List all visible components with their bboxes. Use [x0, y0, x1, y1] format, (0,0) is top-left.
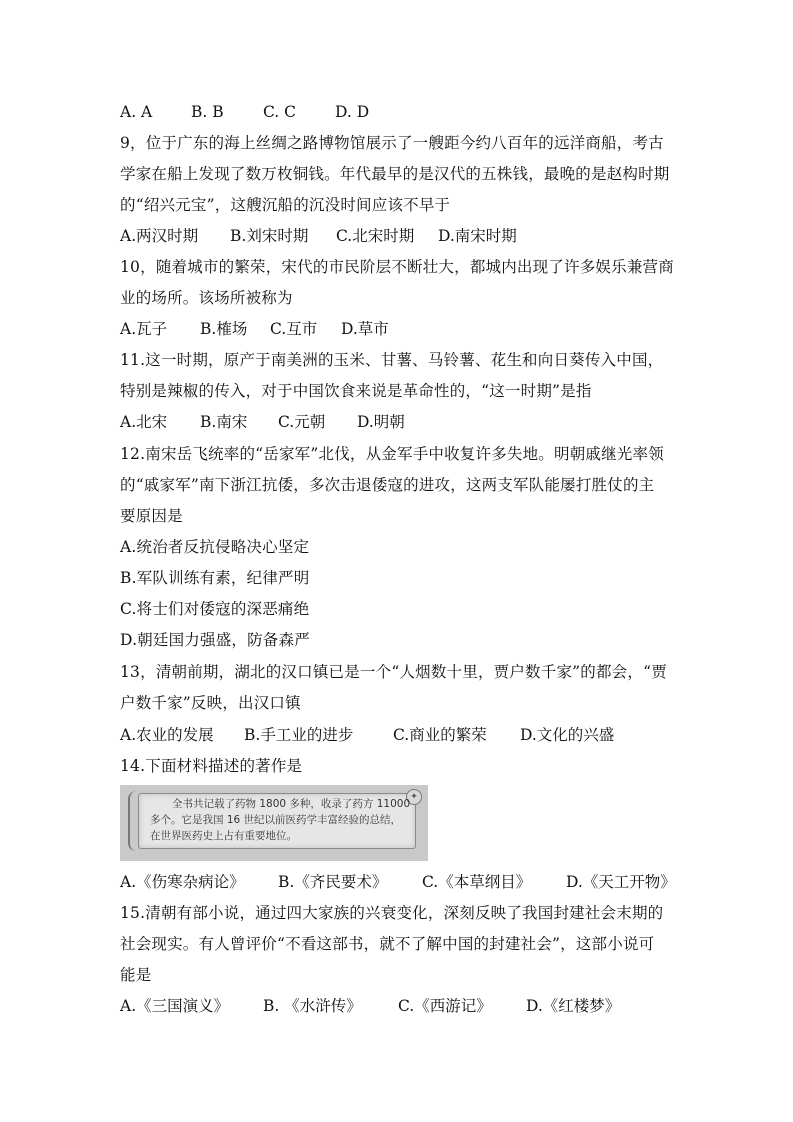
- q15-option-d[interactable]: D.《红楼梦》: [526, 997, 621, 1015]
- q14-option-b[interactable]: B.《齐民要术》: [278, 873, 388, 891]
- q15-stem-line-1: 15.清朝有部小说，通过四大家族的兴衰变化，深刻反映了我国封建社会末期的: [120, 904, 664, 922]
- q13-stem-line-2: 户数千家”反映，出汉口镇: [120, 694, 301, 712]
- q10-stem-line-2: 业的场所。该场所被称为: [120, 289, 293, 307]
- q11-option-a[interactable]: A.北宋: [120, 413, 168, 431]
- q9-stem-line-2: 学家在船上发现了数万枚铜钱。年代最早的是汉代的五株钱，最晚的是赵构时期: [120, 165, 670, 183]
- q12-option-a[interactable]: A.统治者反抗侵略决心坚定: [120, 538, 310, 556]
- q15-option-b[interactable]: B. 《水浒传》: [263, 997, 362, 1015]
- scroll-corner-icon: ✦: [406, 789, 422, 805]
- q13-option-c[interactable]: C.商业的繁荣: [393, 726, 487, 744]
- q10-option-c[interactable]: C.互市: [270, 320, 318, 338]
- q11-stem-line-1: 11.这一时期，原产于南美洲的玉米、甘薯、马铃薯、花生和向日葵传入中国，: [120, 351, 664, 369]
- q11-option-d[interactable]: D.明朝: [357, 413, 405, 431]
- q13-option-b[interactable]: B.手工业的进步: [244, 726, 354, 744]
- q12-stem-line-2: 的“戚家军”南下浙江抗倭，多次击退倭寇的进攻，这两支军队能屡打胜仗的主: [120, 476, 655, 494]
- q13-option-a[interactable]: A.农业的发展: [120, 726, 214, 744]
- q8-option-d[interactable]: D. D: [335, 103, 370, 121]
- q14-option-d[interactable]: D.《天工开物》: [566, 873, 676, 891]
- q10-option-d[interactable]: D.草市: [341, 320, 389, 338]
- q12-stem-line-1: 12.南宋岳飞统率的“岳家军”北伐，从金军手中收复许多失地。明朝戚继光率领: [120, 445, 664, 463]
- q13-stem-line-1: 13，清朝前期，湖北的汉口镇已是一个“人烟数十里，贾户数千家”的都会，“贾: [120, 663, 667, 681]
- q9-option-b[interactable]: B.刘宋时期: [230, 227, 309, 245]
- q13-option-d[interactable]: D.文化的兴盛: [520, 726, 615, 744]
- q14-material-line-2: 多个。它是我国 16 世纪以前医药学丰富经验的总结，: [150, 814, 402, 826]
- q9-stem-line-1: 9，位于广东的海上丝绸之路博物馆展示了一艘距今约八百年的远洋商船，考古: [120, 134, 664, 152]
- q11-option-c[interactable]: C.元朝: [278, 413, 326, 431]
- q10-option-a[interactable]: A.瓦子: [120, 320, 168, 338]
- q8-option-a[interactable]: A. A: [120, 103, 153, 121]
- q12-stem-line-3: 要原因是: [120, 507, 183, 525]
- q12-option-b[interactable]: B.军队训练有素，纪律严明: [120, 569, 310, 587]
- q14-stem-line-1: 14.下面材料描述的著作是: [120, 757, 303, 775]
- q9-stem-line-3: 的“绍兴元宝”，这艘沉船的沉没时间应该不早于: [120, 196, 451, 214]
- q11-stem-line-2: 特别是辣椒的传入，对于中国饮食来说是革命性的，“这一时期”是指: [120, 382, 592, 400]
- q14-material-line-3: 在世界医药史上占有重要地位。: [150, 830, 297, 842]
- q9-option-a[interactable]: A.两汉时期: [120, 227, 199, 245]
- q10-option-b[interactable]: B.榷场: [200, 320, 248, 338]
- q9-option-d[interactable]: D.南宋时期: [438, 227, 517, 245]
- q15-stem-line-3: 能是: [120, 966, 152, 984]
- q15-stem-line-2: 社会现实。有人曾评价“不看这部书，就不了解中国的封建社会”，这部小说可: [120, 935, 655, 953]
- q15-option-a[interactable]: A.《三国演义》: [120, 997, 230, 1015]
- q10-stem-line-1: 10，随着城市的繁荣，宋代的市民阶层不断壮大，都城内出现了许多娱乐兼营商: [120, 258, 674, 276]
- q8-option-c[interactable]: C. C: [263, 103, 297, 121]
- q14-material-image: [120, 785, 428, 861]
- q12-option-c[interactable]: C.将士们对倭寇的深恶痛绝: [120, 600, 310, 618]
- q12-option-d[interactable]: D.朝廷国力强盛，防备森严: [120, 631, 310, 649]
- q14-option-a[interactable]: A.《伤寒杂病论》: [120, 873, 245, 891]
- q14-option-c[interactable]: C.《本草纲目》: [422, 873, 532, 891]
- q15-option-c[interactable]: C.《西游记》: [398, 997, 492, 1015]
- q14-material-line-1: 全书共记载了药物 1800 多种，收录了药方 11000: [172, 798, 411, 810]
- q9-option-c[interactable]: C.北宋时期: [336, 227, 415, 245]
- q8-option-b[interactable]: B. B: [191, 103, 224, 121]
- q11-option-b[interactable]: B.南宋: [200, 413, 248, 431]
